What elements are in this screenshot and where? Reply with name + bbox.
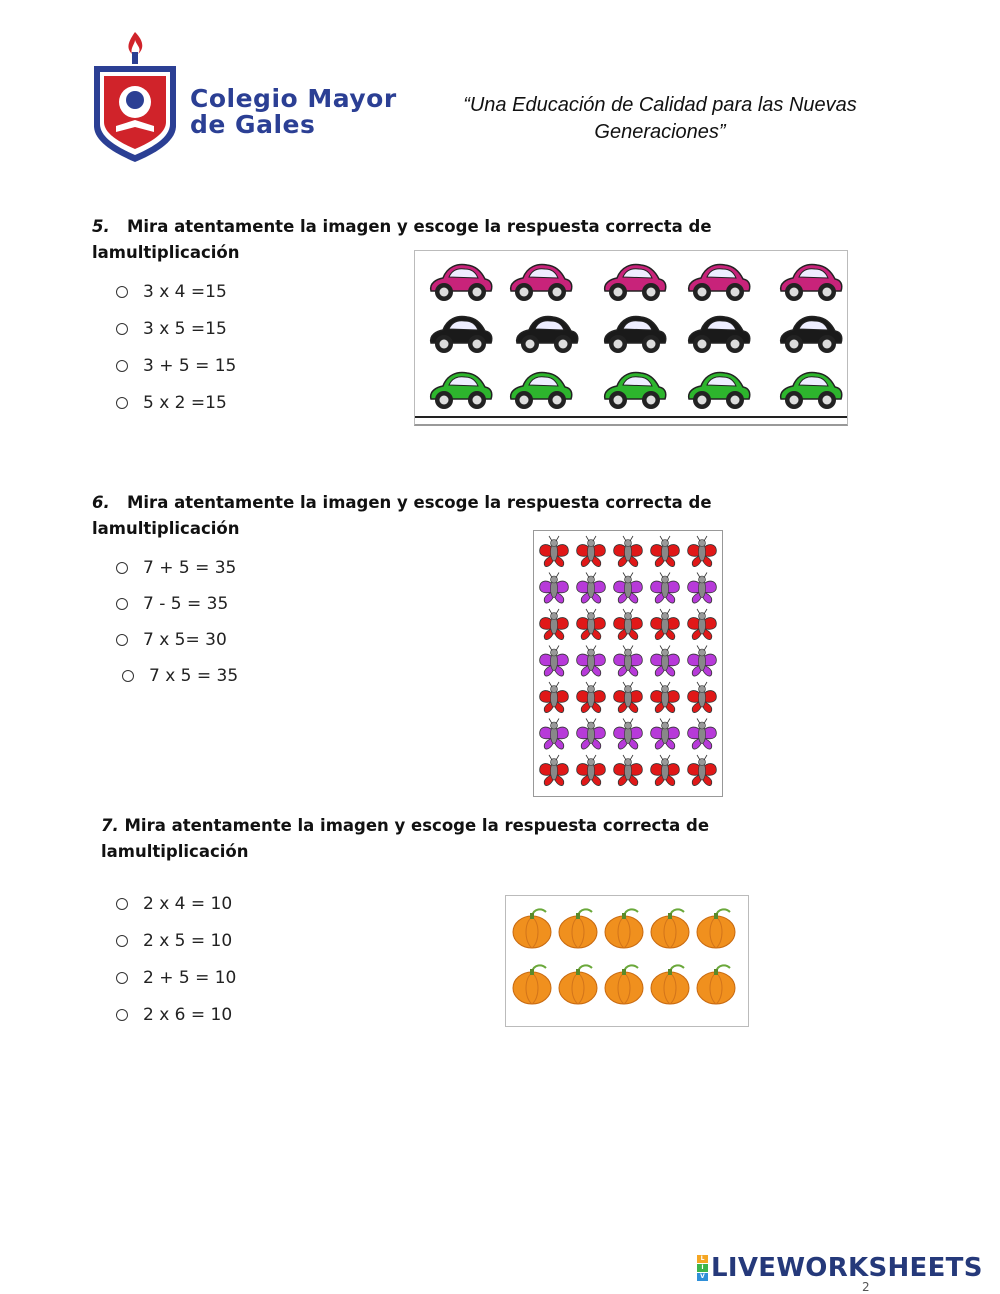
- butterfly-icon: [577, 719, 606, 750]
- radio-button[interactable]: [116, 397, 128, 409]
- logo-square: V: [697, 1273, 708, 1281]
- butterfly-icon: [614, 719, 643, 750]
- question-text-line2: lamultiplicación: [92, 519, 240, 538]
- option-label: 3 + 5 = 15: [143, 356, 237, 376]
- answer-option[interactable]: [116, 892, 236, 916]
- butterfly-icon: [688, 755, 717, 786]
- question-6-options: [116, 556, 238, 688]
- school-name: [190, 86, 397, 138]
- option-label: 2 x 6 = 10: [143, 1005, 233, 1025]
- butterfly-icon: [688, 719, 717, 750]
- radio-button[interactable]: [116, 935, 128, 947]
- car-icon: [781, 317, 842, 353]
- car-icon: [431, 373, 492, 409]
- car-icon: [431, 317, 492, 353]
- car-icon: [781, 265, 842, 301]
- car-icon: [689, 373, 750, 409]
- school-crest-logo: [88, 30, 183, 165]
- question-text: Mira atentamente la imagen y escoge la respuesta correcta de: [126, 217, 712, 236]
- butterfly-icon: [614, 646, 643, 677]
- pumpkin-icon: [605, 909, 643, 948]
- butterfly-icon: [688, 536, 717, 567]
- butterfly-icon: [577, 573, 606, 604]
- radio-button[interactable]: [116, 286, 128, 298]
- option-label: 3 x 5 =15: [143, 319, 227, 339]
- butterfly-icon: [577, 646, 606, 677]
- butterfly-icon: [688, 682, 717, 713]
- question-text: Mira atentamente la imagen y escoge la respuesta correcta de: [124, 816, 710, 835]
- option-label: 7 x 5 = 35: [149, 666, 239, 686]
- logo-square: I: [697, 1264, 708, 1272]
- pumpkin-icon: [697, 909, 735, 948]
- butterflies-grid-image: [534, 531, 722, 796]
- butterfly-icon: [577, 536, 606, 567]
- question-7-title: [101, 813, 709, 865]
- butterfly-icon: [614, 682, 643, 713]
- butterfly-icon: [614, 573, 643, 604]
- butterfly-icon: [540, 719, 569, 750]
- butterfly-icon: [651, 536, 680, 567]
- option-label: 2 x 5 = 10: [143, 931, 233, 951]
- cars-picture: [414, 250, 848, 426]
- butterfly-icon: [614, 609, 643, 640]
- car-icon: [689, 317, 750, 353]
- question-text-line2: lamultiplicación: [101, 842, 249, 861]
- pumpkin-icon: [697, 965, 735, 1004]
- answer-option[interactable]: [116, 556, 238, 580]
- butterfly-icon: [540, 646, 569, 677]
- motto-line2: Generaciones”: [594, 121, 726, 143]
- butterfly-icon: [540, 573, 569, 604]
- butterfly-icon: [540, 755, 569, 786]
- butterfly-icon: [540, 609, 569, 640]
- butterfly-icon: [540, 682, 569, 713]
- answer-option[interactable]: [116, 929, 236, 953]
- radio-button[interactable]: [116, 562, 128, 574]
- answer-option[interactable]: [122, 664, 238, 688]
- butterfly-icon: [688, 573, 717, 604]
- question-text-line2: lamultiplicación: [92, 243, 240, 262]
- option-label: 7 + 5 = 35: [143, 558, 237, 578]
- pumpkin-icon: [513, 965, 551, 1004]
- question-5-options: [116, 280, 236, 415]
- logo-square: L: [697, 1255, 708, 1263]
- question-number: 7.: [101, 816, 119, 835]
- car-icon: [511, 373, 572, 409]
- butterfly-icon: [651, 609, 680, 640]
- radio-button[interactable]: [116, 360, 128, 372]
- question-number: 6.: [92, 493, 110, 512]
- liveworksheets-squares: [697, 1255, 708, 1281]
- butterfly-icon: [577, 755, 606, 786]
- option-label: 7 - 5 = 35: [143, 594, 229, 614]
- butterfly-icon: [614, 536, 643, 567]
- answer-option[interactable]: [116, 966, 236, 990]
- car-icon: [605, 265, 666, 301]
- pumpkin-icon: [559, 965, 597, 1004]
- car-icon: [511, 265, 572, 301]
- answer-option[interactable]: [116, 317, 236, 341]
- liveworksheets-brand: LIVEWORKSHEETS: [711, 1253, 983, 1283]
- answer-option[interactable]: [116, 391, 236, 415]
- answer-option[interactable]: [116, 628, 238, 652]
- butterfly-icon: [688, 646, 717, 677]
- butterflies-picture: [533, 530, 723, 797]
- radio-button[interactable]: [116, 972, 128, 984]
- radio-button[interactable]: [116, 634, 128, 646]
- option-label: 2 x 4 = 10: [143, 894, 233, 914]
- car-icon: [605, 373, 666, 409]
- question-text: Mira atentamente la imagen y escoge la respuesta correcta de: [126, 493, 712, 512]
- pumpkins-picture: [505, 895, 749, 1027]
- pumpkin-icon: [513, 909, 551, 948]
- school-name-line2: de Gales: [190, 110, 316, 139]
- pumpkin-icon: [651, 909, 689, 948]
- butterfly-icon: [651, 682, 680, 713]
- school-name-line1: Colegio Mayor: [190, 84, 397, 113]
- car-icon: [781, 373, 842, 409]
- car-icon: [517, 317, 578, 353]
- question-number: 5.: [92, 217, 110, 236]
- cars-grid-image: [415, 251, 847, 423]
- answer-option[interactable]: [116, 592, 238, 616]
- radio-button[interactable]: [116, 1009, 128, 1021]
- liveworksheets-logo: [697, 1253, 983, 1283]
- answer-option[interactable]: [116, 1003, 236, 1027]
- option-label: 7 x 5= 30: [143, 630, 227, 650]
- butterfly-icon: [540, 536, 569, 567]
- car-icon: [605, 317, 666, 353]
- school-motto: [420, 92, 900, 146]
- pumpkin-icon: [559, 909, 597, 948]
- butterfly-icon: [688, 609, 717, 640]
- butterfly-icon: [614, 755, 643, 786]
- butterfly-icon: [651, 646, 680, 677]
- car-icon: [689, 265, 750, 301]
- option-label: 3 x 4 =15: [143, 282, 227, 302]
- butterfly-icon: [651, 755, 680, 786]
- butterfly-icon: [651, 573, 680, 604]
- butterfly-icon: [577, 609, 606, 640]
- butterfly-icon: [651, 719, 680, 750]
- butterfly-icon: [577, 682, 606, 713]
- option-label: 2 + 5 = 10: [143, 968, 237, 988]
- radio-button[interactable]: [122, 670, 134, 682]
- option-label: 5 x 2 =15: [143, 393, 227, 413]
- pumpkins-grid-image: [506, 896, 748, 1026]
- pumpkin-icon: [605, 965, 643, 1004]
- answer-option[interactable]: [116, 280, 236, 304]
- page-number: 2: [862, 1280, 870, 1294]
- radio-button[interactable]: [116, 323, 128, 335]
- motto-line1: “Una Educación de Calidad para las Nuevas: [463, 94, 857, 116]
- question-7-options: [116, 892, 236, 1027]
- car-icon: [431, 265, 492, 301]
- radio-button[interactable]: [116, 898, 128, 910]
- radio-button[interactable]: [116, 598, 128, 610]
- answer-option[interactable]: [116, 354, 236, 378]
- pumpkin-icon: [651, 965, 689, 1004]
